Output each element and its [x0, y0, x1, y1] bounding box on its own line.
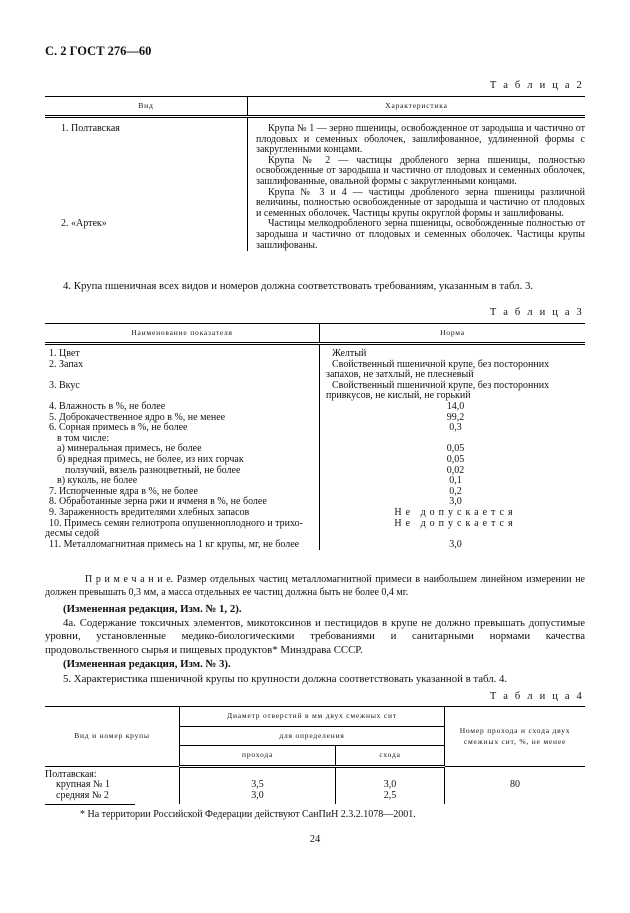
norm-cell: Желтый [332, 348, 367, 359]
norm-cell: 0,05 [446, 443, 465, 455]
pass-cell: 3,5 [180, 780, 336, 791]
table4-header-for: для определения [180, 726, 445, 746]
table-row [45, 791, 585, 804]
table-2 [45, 96, 585, 251]
table-row [45, 455, 585, 466]
note-label: П р и м е ч а н и е. [85, 574, 174, 585]
table4-header-kind: Вид и номер крупы [45, 707, 180, 767]
paragraph-4: 4. Крупа пшеничная всех видов и номеров должна соответствовать требованиям, указанным в табл. 3. [63, 280, 534, 292]
description-paragraph: Частицы мелкодробленого зерна пшеницы, освобожденные полностью от зародыша и частично от плодовых и семенных оболочек. Частицы крупы зашлифованы. [256, 218, 585, 251]
table3-header-indicator: Наименование показателя [45, 324, 320, 344]
table-3 [45, 323, 585, 550]
indicator-cell: ползучий, вязель разноцветный, не более [45, 466, 320, 477]
table3-header-norm: Норма [320, 324, 586, 344]
table-row [45, 508, 585, 519]
table2-label: Т а б л и ц а 2 [489, 80, 584, 91]
table4-header-over: схода [336, 746, 445, 767]
footnote-divider [45, 804, 135, 805]
norm-cell: 0,3 [449, 422, 462, 434]
paragraph-4a: 4а. Содержание токсичных элементов, микотоксинов и пестицидов в крупе не должно превышать допустимые уровни, установленные медико-биологическими требованиями и санитарными нормами качества продовольственного сырья и пищевых продуктов* Минздрава СССР. [45, 617, 585, 656]
table-row [45, 219, 585, 251]
indicator-cell: а) минеральная примесь, не более [45, 444, 320, 455]
percent-cell [445, 791, 586, 804]
norm-cell: Не допускается [394, 517, 517, 529]
norm-cell: 99,2 [446, 411, 465, 423]
table-row [45, 117, 585, 220]
indicator-cell: 11. Металломагнитная примесь на 1 кг крупы, мг, не более [45, 540, 320, 551]
indicator-cell: 10. Примесь семян гелиотропа опушенноплодного и триходесмы седой [45, 519, 320, 540]
table-row [45, 540, 585, 551]
table3-label: Т а б л и ц а 3 [489, 307, 584, 318]
table4-label: Т а б л и ц а 4 [489, 691, 584, 702]
indicator-cell: 5. Доброкачественное ядро в %, не менее [45, 413, 320, 424]
table-row [45, 360, 585, 381]
grain-name-cell: крупная № 1 [56, 779, 111, 791]
norm-cell: 0,02 [446, 464, 465, 476]
norm-cell: 14,0 [446, 400, 465, 412]
indicator-cell: 2. Запах [45, 360, 320, 381]
table4-header-percent: Номер прохода и схода двух смежных сит, %, не менее [445, 707, 586, 767]
description-cell [248, 117, 586, 220]
table2-header-kind: Вид [45, 97, 248, 117]
norm-cell: Свойственный пшеничной крупе, без посторонних запахов, не затхлый, не плесневый [326, 358, 550, 381]
norm-cell: 0,2 [449, 485, 462, 497]
indicator-cell: 3. Вкус [45, 381, 320, 402]
norm-cell: 3,0 [449, 496, 462, 508]
table4-header-diameter: Диаметр отверстий в мм двух смежных сит [180, 707, 445, 727]
kind-cell: 2. «Артек» [61, 218, 107, 230]
over-cell: 2,5 [336, 791, 445, 804]
norm-cell: 0,1 [449, 475, 462, 487]
table2-header-characteristic: Характеристика [248, 97, 586, 117]
indicator-cell: 6. Сорная примесь в %, не более [45, 423, 320, 434]
indicator-cell: 7. Испорченные ядра в %, не более [45, 487, 320, 498]
over-cell: 3,0 [336, 780, 445, 791]
table-row [45, 780, 585, 791]
indicator-cell: 9. Зараженность вредителями хлебных запасов [45, 508, 320, 519]
table-row [45, 766, 585, 780]
grain-name-cell: средняя № 2 [56, 789, 109, 801]
norm-cell: 0,05 [446, 453, 465, 465]
page-header: С. 2 ГОСТ 276—60 [45, 44, 152, 58]
table-row [45, 423, 585, 434]
table3-note [45, 573, 585, 599]
table-row [45, 402, 585, 413]
amendment-note: (Измененная редакция, Изм. № 3). [63, 658, 231, 670]
pass-cell: 3,0 [180, 791, 336, 804]
footnote: * На территории Российской Федерации действуют СанПиН 2.3.2.1078—2001. [80, 809, 416, 820]
table-4 [45, 706, 585, 804]
description-paragraph: Крупа № 1 — зерно пшеницы, освобожденное от зародыша и частично от плодовых и семенных оболочек, зашлифованное, удлиненной формы с закругленными концами. [256, 123, 585, 156]
indicator-cell: б) вредная примесь, не более, из них горчак [45, 455, 320, 466]
note-text: Размер отдельных частиц металломагнитной примеси в наибольшем линейном измерении не должен превышать 0,3 мм, а масса отдельных ее частиц должна быть не более 0,4 мг. [45, 574, 585, 598]
amendment-note: (Измененная редакция, Изм. № 1, 2). [63, 603, 242, 615]
description-cell [248, 219, 586, 251]
description-paragraph: Крупа № 2 — частицы дробленого зерна пшеницы, полностью освобожденные от зародыша и частично от плодовых и семенных оболочек, зашлифованные, овальной формы с закругленными концами. [256, 154, 585, 187]
indicator-cell: 1. Цвет [45, 344, 320, 360]
indicator-cell: в том числе: [45, 434, 320, 445]
paragraph-5: 5. Характеристика пшеничной крупы по крупности должна соответствовать указанной в табл. 4. [63, 673, 508, 685]
group-cell: Полтавская: [45, 768, 97, 780]
table-row [45, 344, 585, 360]
norm-cell: Свойственный пшеничной крупе, без посторонних привкусов, не кислый, не горький [326, 379, 550, 402]
page-number: 24 [309, 834, 321, 845]
indicator-cell: 8. Обработанные зерна ржи и ячменя в %, не более [45, 497, 320, 508]
table-row [45, 519, 585, 540]
table4-header-pass: прохода [180, 746, 336, 767]
description-paragraph: Крупа № 3 и 4 — частицы дробленого зерна пшеницы различной величины, полностью освобожденные от зародыша и частично от плодовых и семенных оболочек. Частицы крупы округлой формы и зашлифованы. [256, 186, 585, 219]
percent-cell: 80 [445, 780, 586, 791]
indicator-cell: в) куколь, не более [45, 476, 320, 487]
norm-cell: Не допускается [394, 506, 517, 518]
kind-cell: 1. Полтавская [61, 123, 120, 134]
indicator-cell: 4. Влажность в %, не более [45, 402, 320, 413]
norm-cell: 3,0 [449, 538, 462, 550]
table-row [45, 381, 585, 402]
